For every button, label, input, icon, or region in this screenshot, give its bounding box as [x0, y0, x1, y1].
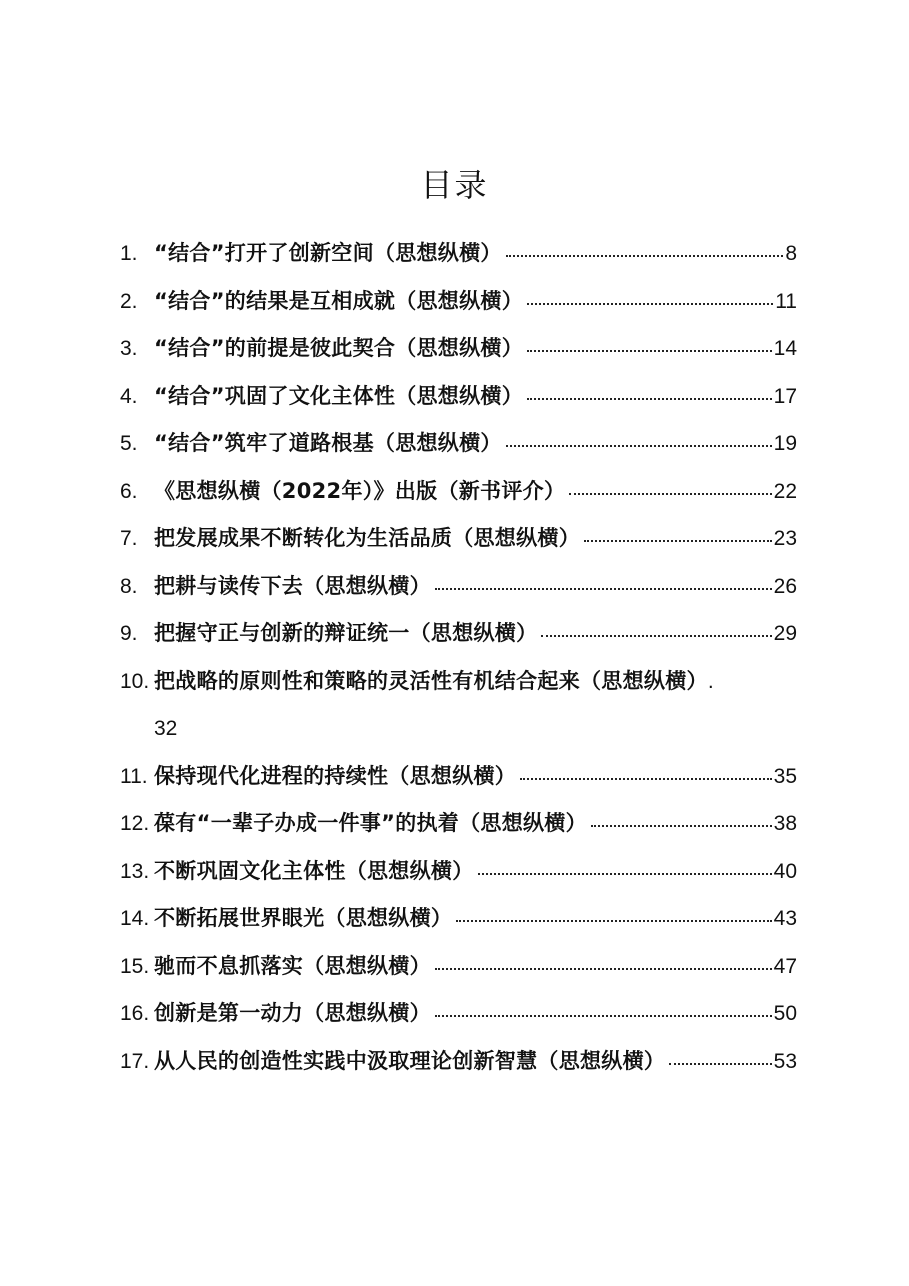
toc-entry-number: 17.	[120, 1049, 150, 1073]
toc-entry-page: 53	[773, 1049, 797, 1073]
toc-entry-14[interactable]	[120, 895, 797, 943]
toc-entry-13[interactable]	[120, 848, 797, 896]
toc-entry-page: 19	[773, 432, 797, 455]
toc-entry-number: 11.	[120, 764, 148, 788]
toc-dot-leader	[527, 350, 772, 352]
toc-entry-6[interactable]	[120, 468, 797, 516]
toc-entry-title: “结合”打开了创新空间（思想纵横）	[154, 241, 502, 265]
toc-dot-leader	[435, 1015, 772, 1017]
toc-entry-page: 43	[773, 907, 797, 930]
toc-entry-page: 22	[773, 479, 797, 503]
toc-entry-title: 把握守正与创新的辩证统一（思想纵横）	[154, 621, 538, 645]
toc-entry-number: 12.	[120, 812, 150, 835]
toc-entry-line-2	[120, 705, 797, 753]
toc-entry-title: 从人民的创造性实践中汲取理论创新智慧（思想纵横）	[154, 1048, 666, 1073]
toc-entry-number: 7.	[120, 527, 138, 550]
toc-entry-number: 8.	[120, 574, 138, 598]
toc-dot-leader	[527, 398, 772, 400]
toc-entry-page: 38	[773, 812, 797, 835]
toc-entry-page: 11	[775, 289, 797, 313]
toc-dot-leader	[520, 778, 772, 780]
toc-entry-number: 16.	[120, 1002, 150, 1025]
toc-entry-12[interactable]	[120, 800, 797, 848]
toc-dot-leader	[541, 635, 771, 637]
toc-dot-leader	[435, 588, 772, 590]
toc-entry-title: 驰而不息抓落实（思想纵横）	[154, 953, 431, 978]
toc-title: 目录	[420, 166, 489, 204]
toc-dot-leader	[456, 920, 771, 922]
toc-entry-page: 47	[773, 954, 797, 978]
toc-entry-title: “结合”的结果是互相成就（思想纵横）	[154, 288, 524, 313]
toc-entry-title: 保持现代化进程的持续性（思想纵横）	[154, 763, 517, 788]
toc-entry-1[interactable]	[120, 230, 797, 278]
toc-dot-leader	[669, 1063, 771, 1065]
toc-dot-leader	[506, 445, 772, 447]
toc-entry-page: 29	[773, 622, 797, 645]
toc-entry-title: 不断巩固文化主体性（思想纵横）	[154, 858, 474, 883]
toc-entry-title: 《思想纵横（2022年）》出版（新书评介）	[154, 478, 566, 503]
toc-entry-number: 1.	[120, 242, 138, 265]
toc-entry-number: 10.	[120, 669, 150, 693]
toc-dot-leader: .	[707, 669, 714, 693]
toc-entry-title: 葆有“一辈子办成一件事”的执着（思想纵横）	[154, 811, 587, 835]
toc-entry-10[interactable]	[120, 658, 797, 753]
toc-list	[120, 230, 797, 1085]
toc-entry-5[interactable]	[120, 420, 797, 468]
toc-entry-line-1	[120, 658, 797, 706]
toc-entry-number: 6.	[120, 479, 138, 503]
toc-entry-17[interactable]	[120, 1038, 797, 1086]
toc-dot-leader	[506, 255, 784, 257]
toc-dot-leader	[478, 873, 772, 875]
toc-entry-title: 把战略的原则性和策略的灵活性有机结合起来（思想纵横）	[154, 668, 708, 693]
toc-entry-number: 14.	[120, 907, 150, 930]
toc-entry-15[interactable]	[120, 943, 797, 991]
toc-entry-4[interactable]	[120, 373, 797, 421]
toc-entry-number: 13.	[120, 859, 150, 883]
toc-dot-leader	[569, 493, 771, 495]
toc-entry-title: “结合”巩固了文化主体性（思想纵横）	[154, 383, 524, 408]
toc-entry-title: “结合”筑牢了道路根基（思想纵横）	[154, 431, 502, 455]
toc-dot-leader	[527, 303, 773, 305]
toc-entry-page: 8	[785, 242, 797, 265]
toc-entry-page: 35	[773, 764, 797, 788]
toc-dot-leader	[435, 968, 772, 970]
toc-dot-leader	[591, 825, 772, 827]
toc-entry-page: 23	[773, 527, 797, 550]
toc-entry-page: 40	[773, 859, 797, 883]
toc-entry-16[interactable]	[120, 990, 797, 1038]
toc-entry-page: 26	[773, 574, 797, 598]
toc-entry-title: 不断拓展世界眼光（思想纵横）	[154, 906, 453, 930]
toc-dot-leader	[584, 540, 772, 542]
toc-entry-number: 15.	[120, 954, 150, 978]
toc-entry-page: 32	[154, 717, 178, 740]
toc-entry-number: 4.	[120, 384, 138, 408]
toc-entry-title: 创新是第一动力（思想纵横）	[154, 1001, 431, 1025]
toc-entry-title: 把发展成果不断转化为生活品质（思想纵横）	[154, 526, 580, 550]
toc-entry-number: 2.	[120, 289, 138, 313]
toc-entry-page: 50	[773, 1002, 797, 1025]
toc-entry-number: 3.	[120, 337, 138, 360]
toc-entry-page: 17	[773, 384, 797, 408]
toc-entry-8[interactable]	[120, 563, 797, 611]
toc-entry-page: 14	[773, 337, 797, 360]
toc-entry-9[interactable]	[120, 610, 797, 658]
toc-entry-title: 把耕与读传下去（思想纵横）	[154, 573, 431, 598]
toc-entry-7[interactable]	[120, 515, 797, 563]
toc-entry-11[interactable]	[120, 753, 797, 801]
toc-entry-number: 9.	[120, 622, 138, 645]
toc-entry-3[interactable]	[120, 325, 797, 373]
toc-entry-number: 5.	[120, 432, 138, 455]
toc-entry-title: “结合”的前提是彼此契合（思想纵横）	[154, 336, 524, 360]
toc-entry-2[interactable]	[120, 278, 797, 326]
